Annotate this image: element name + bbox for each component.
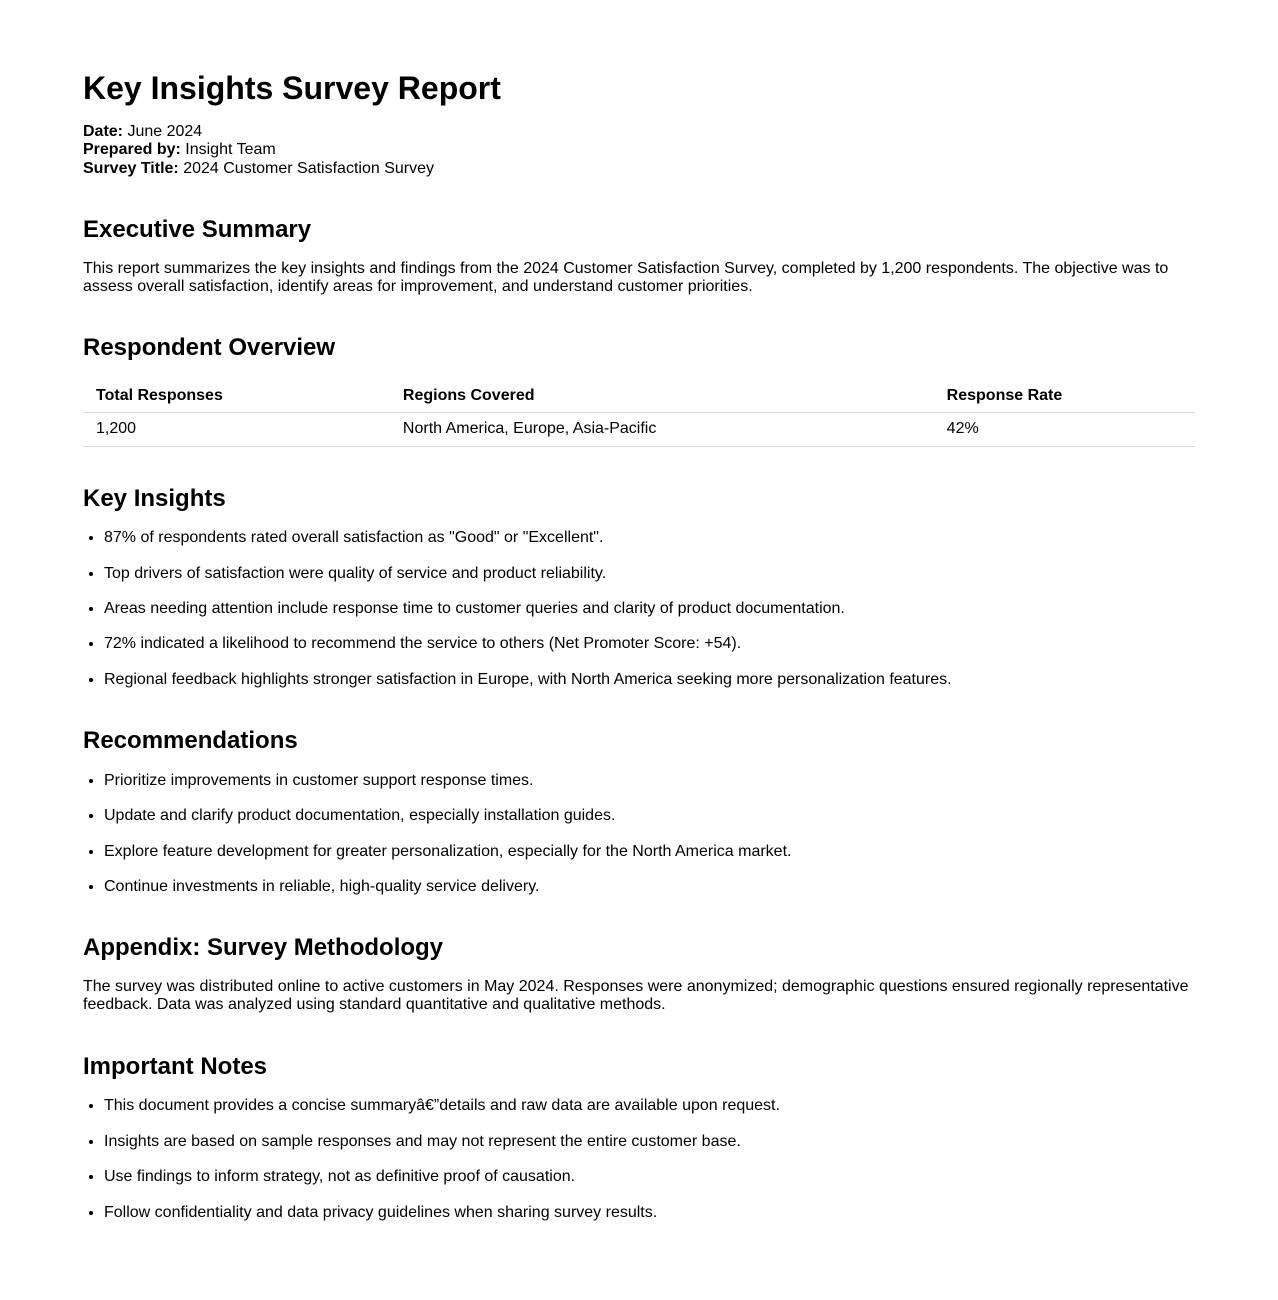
list-item: • Prioritize improvements in customer support response times. [104, 772, 1195, 790]
list-item: • Continue investments in reliable, high-quality service delivery. [104, 878, 1195, 896]
meta-prepared-by-label: Prepared by: [83, 141, 181, 159]
list-item: • Use findings to inform strategy, not as definitive proof of causation. [104, 1168, 1195, 1186]
respondent-overview-table [83, 380, 1195, 447]
list-item: • 72% indicated a likelihood to recommend the service to others (Net Promoter Score: +54). [104, 635, 1195, 653]
list-item: • Areas needing attention include response time to customer queries and clarity of product documentation. [104, 600, 1195, 618]
meta-survey-title-value: 2024 Customer Satisfaction Survey [183, 159, 434, 177]
column-header-regions-covered: Regions Covered [390, 380, 934, 413]
cell-response-rate: 42% [934, 413, 1195, 446]
meta-date-label: Date: [83, 122, 124, 140]
table-row [83, 413, 1195, 446]
list-item: • Update and clarify product documentation, especially installation guides. [104, 807, 1195, 825]
list-item: • Regional feedback highlights stronger satisfaction in Europe, with North America seeking more personalization features. [104, 671, 1195, 689]
list-item: • Explore feature development for greater personalization, especially for the North America market. [104, 843, 1195, 861]
column-header-total-responses: Total Responses [83, 380, 390, 413]
list-item: • Follow confidentiality and data privacy guidelines when sharing survey results. [104, 1204, 1195, 1222]
recommendations-list [83, 772, 1195, 897]
cell-total-responses: 1,200 [83, 413, 390, 446]
appendix-body: The survey was distributed online to active customers in May 2024. Responses were anonymized; demographic questions ensured regionally representative feedback. Data was analyzed using standard quantitative and qualitative methods. [83, 978, 1189, 1014]
important-notes-list [83, 1097, 1195, 1222]
cell-regions-covered: North America, Europe, Asia-Pacific [390, 413, 934, 446]
respondent-overview-heading: Respondent Overview [83, 334, 336, 362]
list-item: • 87% of respondents rated overall satisfaction as "Good" or "Excellent". [104, 529, 1195, 547]
report-meta [83, 123, 1195, 178]
meta-date-value: June 2024 [127, 122, 203, 140]
section-appendix-methodology [83, 934, 1195, 1014]
section-important-notes [83, 1053, 1195, 1222]
key-insights-heading: Key Insights [83, 484, 226, 512]
meta-prepared-by-value: Insight Team [185, 141, 276, 159]
key-insights-list [83, 529, 1195, 689]
section-respondent-overview [83, 334, 1195, 446]
meta-survey-title [83, 160, 434, 177]
column-header-response-rate: Response Rate [934, 380, 1195, 413]
meta-prepared-by [83, 141, 276, 158]
section-key-insights [83, 485, 1195, 690]
meta-date [83, 123, 202, 140]
recommendations-heading: Recommendations [83, 727, 298, 755]
important-notes-heading: Important Notes [83, 1052, 268, 1080]
section-recommendations [83, 727, 1195, 896]
executive-summary-body: This report summarizes the key insights and findings from the 2024 Customer Satisfaction Survey, completed by 1,200 respondents. The objective was to assess overall satisfaction, identify areas for improvement, and understand customer priorities. [83, 259, 1169, 295]
appendix-heading: Appendix: Survey Methodology [83, 934, 444, 962]
table-header-row [83, 380, 1195, 413]
executive-summary-heading: Executive Summary [83, 215, 312, 243]
list-item: • This document provides a concise summaryâ€”details and raw data are available upon request. [104, 1097, 1195, 1115]
survey-report-document [83, 70, 1195, 1222]
page-title: Key Insights Survey Report [83, 70, 501, 106]
list-item: • Top drivers of satisfaction were quality of service and product reliability. [104, 565, 1195, 583]
meta-survey-title-label: Survey Title: [83, 159, 179, 177]
section-executive-summary [83, 216, 1195, 296]
list-item: • Insights are based on sample responses and may not represent the entire customer base. [104, 1133, 1195, 1151]
